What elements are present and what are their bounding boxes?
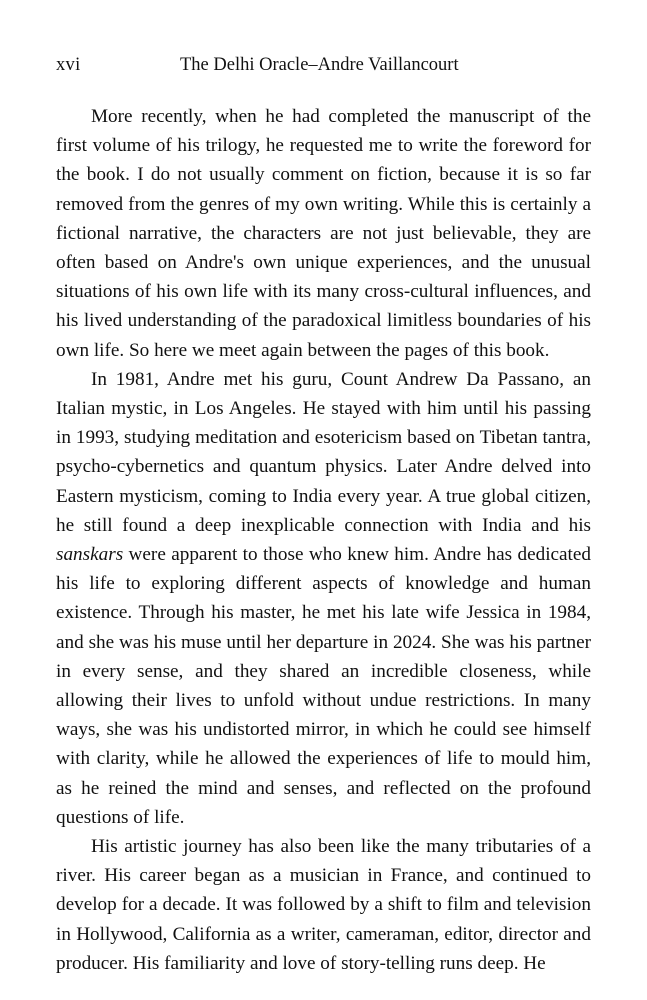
running-head-title: The Delhi Oracle–Andre Vaillancourt xyxy=(180,55,459,75)
paragraph-3: His artistic journey has also been like the many tributaries of a river. His career began as a musician in France, and continued to develop for a decade. It was followed by a shift to film and television in Hollywood, California as a writer, cameraman, editor, director and producer. His familiarity and love of story-telling runs deep. He xyxy=(56,836,591,974)
paragraph-2-part-2: were apparent to those who knew him. Andre has dedicated his life to exploring different aspects of knowledge and human existence. Through his master, he met his late wife Jessica in 1984, and she was his muse until her departure in 2024. She was his partner in every sense, and they shared an incredible closeness, while allowing their lives to unfold without undue restrictions. In many ways, she was his undistorted mirror, in which he could see himself with clarity, while he allowed the experiences of life to mould him, as he reined the mind and senses, and reflected on the profound questions of life. xyxy=(56,544,591,828)
italic-term-sanskars: sanskars xyxy=(56,544,124,566)
page-number: xvi xyxy=(56,55,81,75)
running-head xyxy=(56,52,591,78)
paragraph-2 xyxy=(56,365,591,832)
paragraph-2-part-1: In 1981, Andre met his guru, Count Andrew Da Passano, an Italian mystic, in Los Angeles. He stayed with him until his passing in 1993, studying meditation and esotericism based on Tibetan tantra, psycho-cybernetics and quantum physics. Later Andre delved into Eastern mysticism, coming to India every year. A true global citizen, he still found a deep inexplicable connection with India and his xyxy=(56,368,591,536)
paragraph-1: More recently, when he had completed the manuscript of the first volume of his trilogy, he requested me to write the foreword for the book. I do not usually comment on fiction, because it is so far removed from the genres of my own writing. While this is certainly a fictional narrative, the characters are not just believable, they are often based on Andre's own unique experiences, and the unusual situations of his own life with its many cross-cultural influences, and his lived understanding of the paradoxical limitless boundaries of his own life. So here we meet again between the pages of this book. xyxy=(56,106,591,361)
body-text-block xyxy=(56,102,591,978)
